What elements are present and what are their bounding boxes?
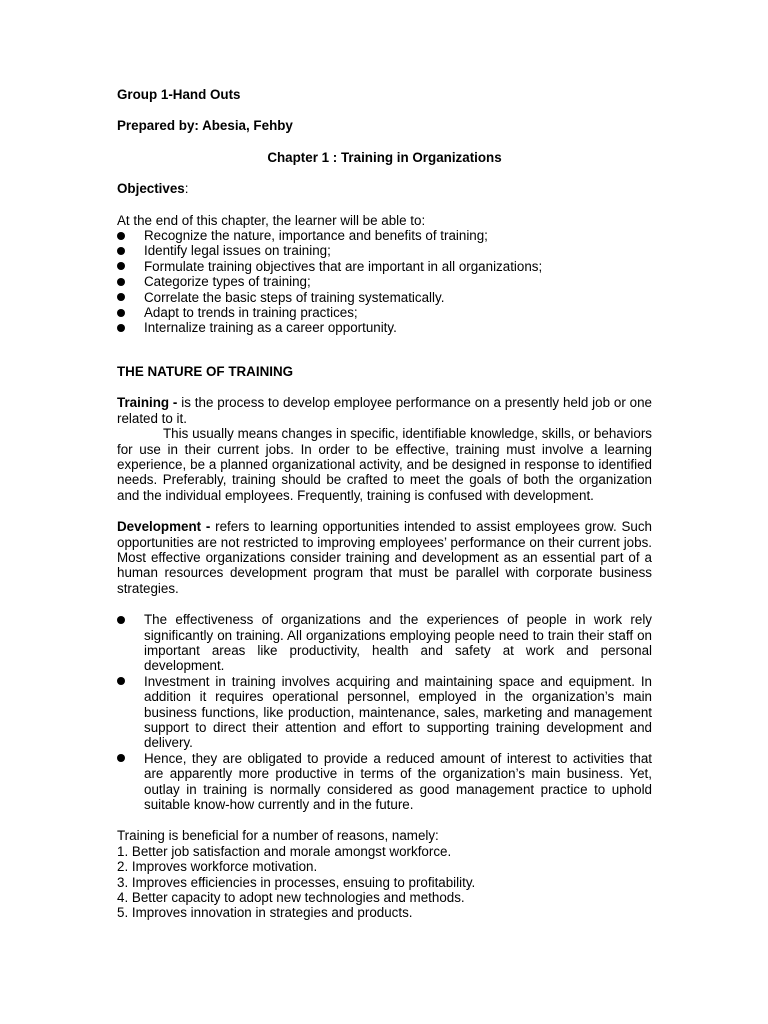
objectives-colon: :: [184, 181, 189, 197]
reasons-intro: Training is beneficial for a number of reasons, namely:: [117, 828, 439, 844]
objective-item: Formulate training objectives that are important in all organizations;: [117, 259, 652, 274]
training-paragraph: This usually means changes in specific, identifiable knowledge, skills, or behaviors for use in their current jobs. In order to be effective, training must involve a learning experience, be a planned organizational activity, and be designed in response to identified needs. Preferably, training should be crafted to meet the goals of both the organization and the individual employees. Frequently, training is confused with development.: [117, 426, 652, 503]
reason-item: 2. Improves workforce motivation.: [117, 859, 318, 875]
training-def-text: is the process to develop employee performance on a presently held job or one related to it.: [117, 395, 652, 426]
reason-item: 5. Improves innovation in strategies and products.: [117, 905, 413, 921]
reasons-list: [117, 844, 652, 921]
prepared-by: Prepared by: Abesia, Fehby: [117, 118, 293, 134]
section-heading: THE NATURE OF TRAINING: [117, 363, 294, 379]
objective-item: Identify legal issues on training;: [117, 243, 652, 258]
training-definition: [117, 395, 652, 426]
objective-item: Categorize types of training;: [117, 274, 652, 289]
group-title: Group 1-Hand Outs: [117, 87, 241, 102]
point-item: The effectiveness of organizations and the experiences of people in work rely significantly on training. All organizations employing people need to train their staff on important areas like productivity, health and safety at work and personal development.: [117, 612, 652, 674]
objectives-intro: At the end of this chapter, the learner will be able to:: [117, 212, 426, 228]
development-term: Development -: [117, 519, 211, 535]
reason-item: 1. Better job satisfaction and morale amongst workforce.: [117, 843, 452, 859]
reason-item: 4. Better capacity to adopt new technologies and methods.: [117, 890, 465, 906]
objective-item: Correlate the basic steps of training systematically.: [117, 290, 652, 305]
objectives-heading: [117, 181, 652, 196]
chapter-title: Chapter 1 : Training in Organizations: [267, 149, 502, 165]
objectives-list: [117, 228, 652, 336]
point-item: Hence, they are obligated to provide a reduced amount of interest to activities that are apparently more productive in terms of the organization’s main business. Yet, outlay in training is normally considered as good management practice to uphold suitable know-how currently and in the future.: [117, 751, 652, 813]
objective-item: Internalize training as a career opportunity.: [117, 320, 652, 335]
reason-item: 3. Improves efficiencies in processes, ensuing to profitability.: [117, 874, 476, 890]
objective-item: Adapt to trends in training practices;: [117, 305, 652, 320]
objective-item: Recognize the nature, importance and benefits of training;: [117, 228, 652, 243]
development-definition: [117, 519, 652, 596]
document-content: [117, 87, 652, 921]
point-item: Investment in training involves acquiring and maintaining space and equipment. In addition it requires operational personnel, employed in the organization’s main business functions, like production, maintenance, sales, marketing and management support to direct their attention and effort to supporting training development and delivery.: [117, 674, 652, 751]
training-term: Training -: [117, 395, 178, 411]
development-def-text: refers to learning opportunities intended to assist employees grow. Such opportunities are not restricted to improving employees’ performance on their current jobs. Most effective organizations consider training and development as an essential part of a human resources development program that must be parallel with corporate business strategies.: [117, 519, 653, 596]
points-list: [117, 612, 652, 812]
objectives-label: Objectives: [117, 181, 185, 197]
